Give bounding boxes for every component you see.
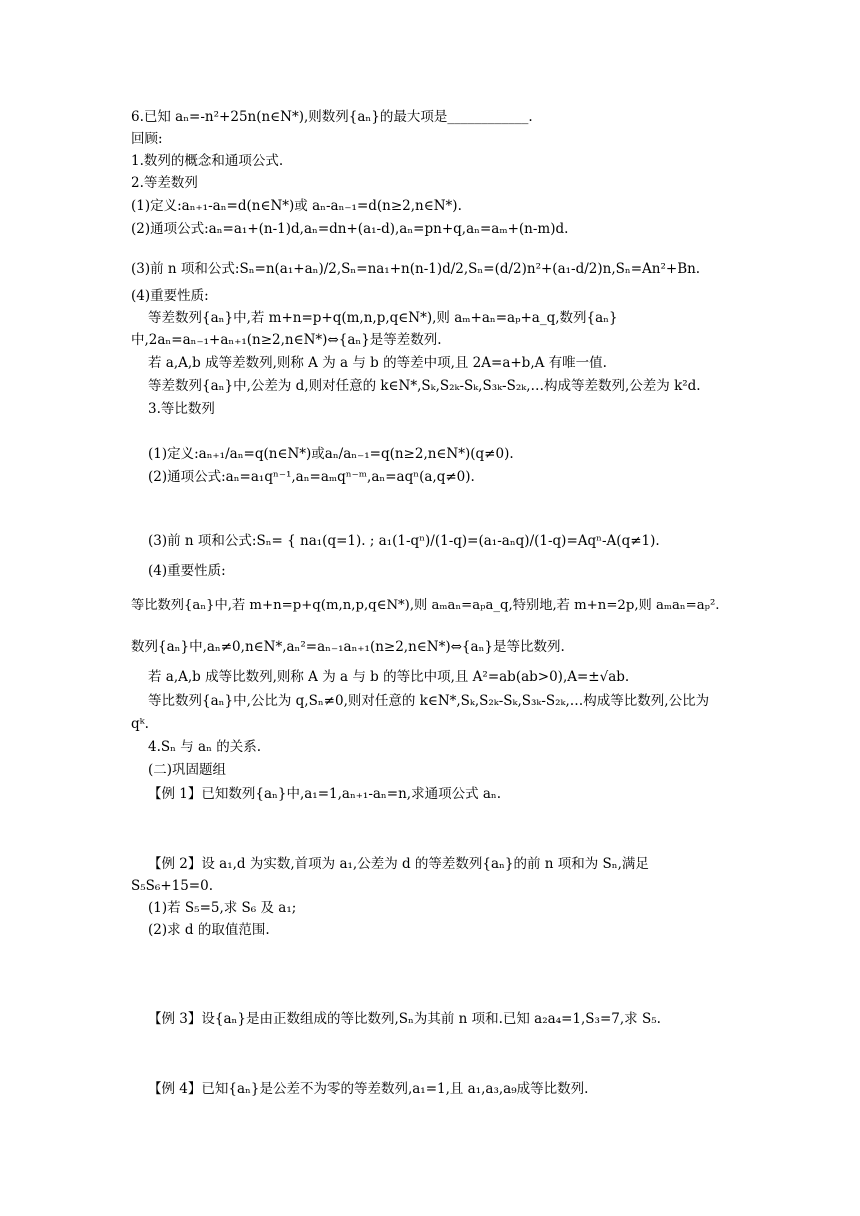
arith-property-2: 若 a,A,b 成等差数列,则称 A 为 a 与 b 的等差中项,且 2A=a+b,A 有唯一值. (148, 355, 607, 371)
section-4-heading: 4.Sₙ 与 aₙ 的关系. (148, 739, 262, 755)
arith-property-1b: 中,2aₙ=aₙ₋₁+aₙ₊₁(n≥2,n∈N*)⇔{aₙ}是等差数列. (131, 332, 442, 348)
example-1: 【例 1】已知数列{aₙ}中,a₁=1,aₙ₊₁-aₙ=n,求通项公式 aₙ. (148, 786, 502, 802)
example-2-line-2: S₅S₆+15=0. (131, 878, 214, 894)
problem-6: 6.已知 aₙ=-n²+25n(n∈N*),则数列{aₙ}的最大项是____________. (131, 109, 533, 125)
section-2-heading: 2.等差数列 (131, 175, 198, 191)
geom-property-2: 数列{aₙ}中,aₙ≠0,n∈N*,aₙ²=aₙ₋₁aₙ₊₁(n≥2,n∈N*)⇔{aₙ}是等比数列. (131, 639, 565, 655)
example-4: 【例 4】已知{aₙ}是公差不为零的等差数列,a₁=1,且 a₁,a₃,a₉成等比数列. (148, 1081, 589, 1097)
arith-property-1a: 等差数列{aₙ}中,若 m+n=p+q(m,n,p,q∈N*),则 aₘ+aₙ=aₚ+a_q,数列{aₙ} (148, 310, 618, 326)
geom-property-3: 若 a,A,b 成等比数列,则称 A 为 a 与 b 的等比中项,且 A²=ab(ab>0),A=±√ab. (148, 669, 630, 685)
geom-general-term: (2)通项公式:aₙ=a₁qⁿ⁻¹,aₙ=aₘqⁿ⁻ᵐ,aₙ=aqⁿ(a,q≠0). (148, 469, 475, 485)
arith-properties-heading: (4)重要性质: (131, 288, 209, 304)
arith-definition: (1)定义:aₙ₊₁-aₙ=d(n∈N*)或 aₙ-aₙ₋₁=d(n≥2,n∈N*). (131, 198, 462, 214)
geom-property-4a: 等比数列{aₙ}中,公比为 q,Sₙ≠0,则对任意的 k∈N*,Sₖ,S₂ₖ-Sₖ,S₃ₖ-S₂ₖ,…构成等比数列,公比为 (148, 693, 710, 709)
example-2-part-1: (1)若 S₅=5,求 S₆ 及 a₁; (148, 900, 297, 916)
exercise-group-heading: (二)巩固题组 (148, 762, 227, 778)
arith-property-3: 等差数列{aₙ}中,公差为 d,则对任意的 k∈N*,Sₖ,S₂ₖ-Sₖ,S₃ₖ-S₂ₖ,…构成等差数列,公差为 k²d. (148, 378, 701, 394)
section-1-heading: 1.数列的概念和通项公式. (131, 153, 284, 169)
arith-sum-formula: (3)前 n 项和公式:Sₙ=n(a₁+aₙ)/2,Sₙ=na₁+n(n-1)d/2,Sₙ=(d/2)n²+(a₁-d/2)n,Sₙ=An²+Bn. (131, 261, 701, 277)
arith-general-term: (2)通项公式:aₙ=a₁+(n-1)d,aₙ=dn+(a₁-d),aₙ=pn+q,aₙ=aₘ+(n-m)d. (131, 221, 569, 237)
review-heading: 回顾: (131, 131, 163, 147)
geom-property-1: 等比数列{aₙ}中,若 m+n=p+q(m,n,p,q∈N*),则 aₘaₙ=aₚa_q,特别地,若 m+n=2p,则 aₘaₙ=aₚ². (131, 598, 720, 613)
example-3: 【例 3】设{aₙ}是由正数组成的等比数列,Sₙ为其前 n 项和.已知 a₂a₄=1,S₃=7,求 S₅. (148, 1011, 661, 1027)
example-2-part-2: (2)求 d 的取值范围. (148, 922, 270, 938)
geom-property-4b: qᵏ. (131, 716, 149, 732)
example-2-line-1: 【例 2】设 a₁,d 为实数,首项为 a₁,公差为 d 的等差数列{aₙ}的前 n 项和为 Sₙ,满足 (148, 856, 649, 872)
geom-sum-formula: (3)前 n 项和公式:Sₙ= { na₁(q=1). ; a₁(1-qⁿ)/(1-q)=(a₁-aₙq)/(1-q)=Aqⁿ-A(q≠1). (148, 533, 660, 549)
geom-definition: (1)定义:aₙ₊₁/aₙ=q(n∈N*)或aₙ/aₙ₋₁=q(n≥2,n∈N*)(q≠0). (148, 446, 514, 462)
geom-properties-heading: (4)重要性质: (148, 563, 226, 579)
section-3-heading: 3.等比数列 (148, 401, 215, 417)
